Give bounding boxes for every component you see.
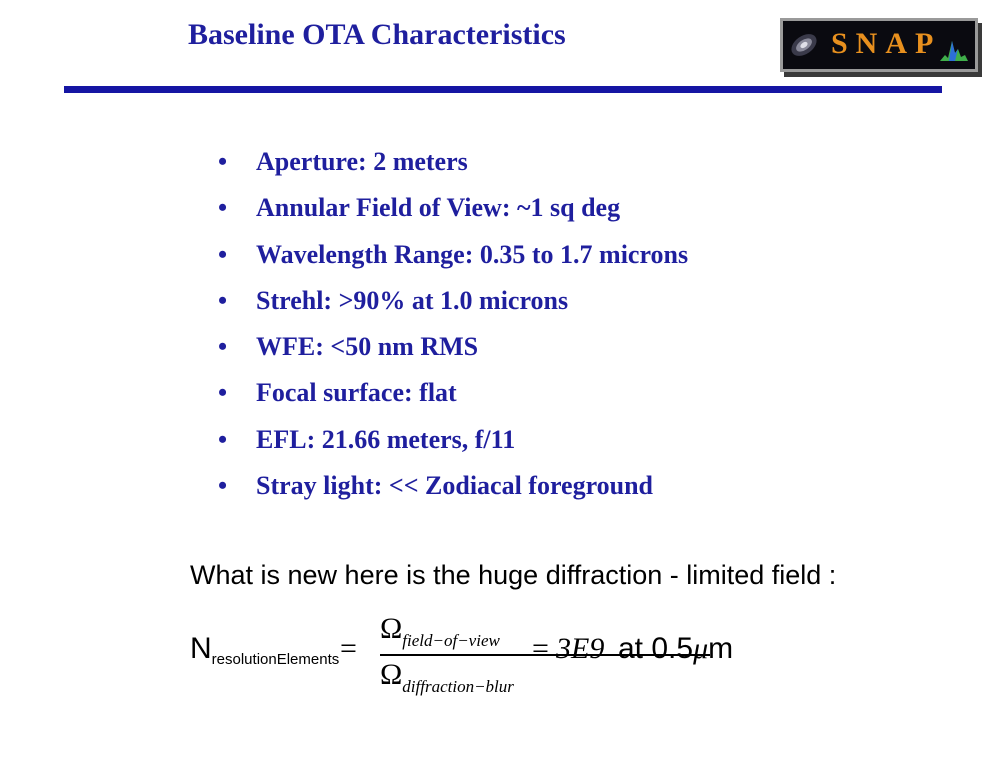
bullet-marker: • bbox=[218, 378, 228, 408]
equation-result: 3E9 bbox=[556, 632, 605, 665]
bullet-text: Aperture: 2 meters bbox=[256, 147, 468, 176]
bullet-marker: • bbox=[218, 332, 228, 362]
equation-lhs-subscript: resolutionElements bbox=[211, 651, 340, 668]
statement-text: What is new here is the huge diffraction - limited field : bbox=[190, 560, 837, 590]
list-item bbox=[218, 190, 688, 236]
bullet-marker: • bbox=[218, 147, 228, 176]
logo-text: SNAP bbox=[831, 27, 942, 60]
unit-text: m bbox=[708, 632, 734, 665]
equals-sign: = bbox=[340, 632, 357, 665]
bullet-text: WFE: <50 nm RMS bbox=[256, 332, 479, 362]
omega-symbol: Ω bbox=[380, 658, 403, 691]
omega-symbol: Ω bbox=[380, 612, 403, 645]
list-item bbox=[218, 329, 688, 375]
list-item bbox=[218, 237, 688, 283]
bullet-text: Stray light: << Zodiacal foreground bbox=[256, 471, 654, 501]
slide-title: Baseline OTA Characteristics bbox=[188, 18, 566, 51]
mu-symbol: μ bbox=[693, 632, 709, 665]
list-item bbox=[218, 468, 688, 514]
bullet-marker: • bbox=[218, 285, 228, 315]
equation-lhs bbox=[190, 632, 339, 666]
equation-symbol-n: N bbox=[190, 632, 212, 665]
at-text: at 0.5 bbox=[618, 632, 694, 665]
list-item bbox=[218, 422, 688, 468]
snap-logo bbox=[780, 18, 978, 72]
bullet-marker: • bbox=[218, 471, 228, 501]
characteristics-list bbox=[218, 144, 688, 514]
bullet-marker: • bbox=[218, 424, 228, 454]
denominator-subscript: diffraction−blur bbox=[402, 677, 514, 696]
equals-sign: = bbox=[532, 632, 549, 665]
list-item bbox=[218, 375, 688, 421]
title-rule bbox=[64, 86, 942, 93]
bullet-text: EFL: 21.66 meters, f/11 bbox=[256, 424, 516, 454]
list-item bbox=[218, 144, 688, 190]
bullet-marker: • bbox=[218, 193, 228, 223]
bullet-text: Annular Field of View: ~1 sq deg bbox=[256, 193, 621, 223]
list-item bbox=[218, 283, 688, 329]
bullet-text: Wavelength Range: 0.35 to 1.7 microns bbox=[256, 239, 689, 269]
bullet-text: Strehl: >90% at 1.0 microns bbox=[256, 285, 569, 315]
galaxy-icon bbox=[787, 27, 821, 63]
bullet-marker: • bbox=[218, 239, 228, 269]
spectrum-icon bbox=[939, 33, 969, 63]
numerator-subscript: field−of−view bbox=[402, 631, 500, 650]
bullet-text: Focal surface: flat bbox=[256, 378, 457, 408]
equation-wavelength bbox=[618, 632, 733, 666]
